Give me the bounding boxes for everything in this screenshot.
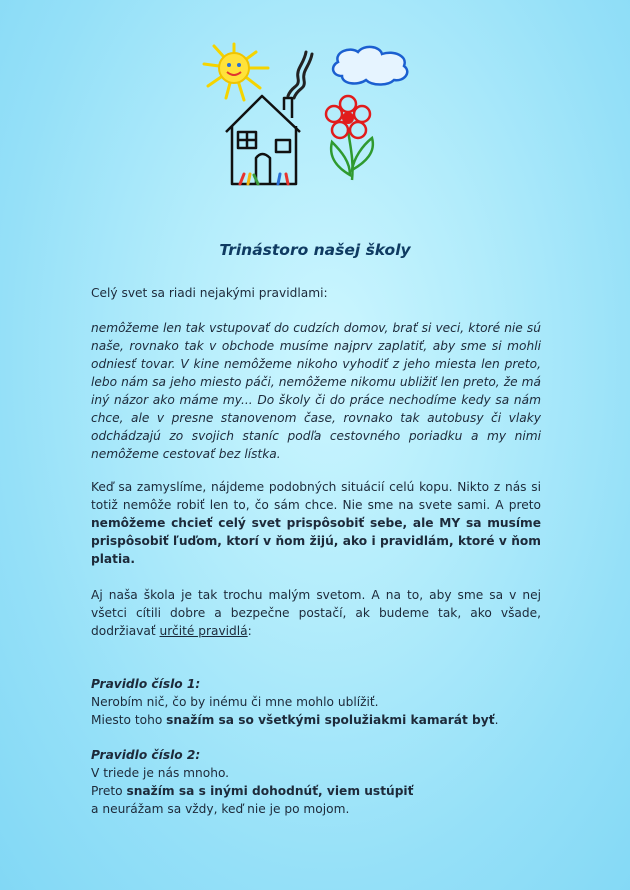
paragraph-3 <box>91 586 541 640</box>
house-icon <box>226 96 300 184</box>
rule-1-line-2 <box>91 711 541 729</box>
rule-2-block <box>91 746 541 818</box>
page-title: Trinástoro našej školy <box>219 241 411 259</box>
rule-2-line-3: a neurážam sa vždy, keď nie je po mojom. <box>91 802 350 816</box>
rule-2-heading: Pravidlo číslo 2: <box>91 748 201 762</box>
flower-icon <box>326 96 373 180</box>
rules-paragraph-block <box>91 319 541 463</box>
paragraph-3-end: : <box>247 624 252 638</box>
rule-1-line-1: Nerobím nič, čo by inému či mne mohlo ublížiť. <box>91 695 379 709</box>
chimney-smoke-icon <box>288 52 312 98</box>
intro-text: Celý svet sa riadi nejakými pravidlami: <box>91 286 328 300</box>
paragraph-3-text: Aj naša škola je tak trochu malým svetom. A na to, aby sme sa v nej všetci cítili dobre a bezpečne postačí, ak budeme tak, ako všade, dodržiavať <box>91 588 541 638</box>
paragraph-2-emphasis: nemôžeme chcieť celý svet prispôsobiť sebe, ale MY sa musíme prispôsobiť ľuďom, ktorí v ňom žijú, ako i pravidlám, ktoré v ňom platia. <box>91 516 541 566</box>
rule-1-block <box>91 675 541 729</box>
paragraph-3-underlined: určité pravidlá <box>159 624 248 638</box>
intro-block <box>91 284 541 302</box>
rule-1-line-2-end: . <box>494 713 499 727</box>
rule-1-line-2-text: Miesto toho <box>91 713 167 727</box>
rule-2-line-2-emphasis: snažím sa s inými dohodnúť, viem ustúpiť <box>126 784 414 798</box>
paragraph-2-block <box>91 478 541 568</box>
paragraph-3-block <box>91 586 541 640</box>
rule-1-heading: Pravidlo číslo 1: <box>91 677 201 691</box>
paragraph-2 <box>91 478 541 568</box>
rules-paragraph: nemôžeme len tak vstupovať do cudzích domov, brať si veci, ktoré nie sú naše, rovnako tak v obchode musíme najprv zaplatiť, aby sme si mohli odniesť tovar. V kine nemôžeme nikoho vyhodiť z jeho miesta len preto, lebo nám sa jeho miesto páči, nemôžeme nikomu ubližiť len preto, že má iný názor ako máme my... Do školy či do práce nechodíme kedy sa nám chce, ale v presne stanovenom čase, rovnako tak autobusy či vlaky odchádzajú zo svojich staníc podľa cestovného poriadku a my nimi nemôžeme cestovať bez lístka. <box>91 321 541 461</box>
rule-2-line-1: V triede je nás mnoho. <box>91 766 230 780</box>
paragraph-2-text: Keď sa zamyslíme, nájdeme podobných situácií celú kopu. Nikto z nás si totiž nemôže robiť len to, čo sám chce. Nie sme na svete sami. A preto <box>91 480 541 512</box>
rule-1-line-2-emphasis: snažím sa so všetkými spolužiakmi kamarát byť <box>166 713 495 727</box>
cloud-icon <box>333 47 407 85</box>
sun-icon <box>204 44 268 100</box>
rule-2-line-2 <box>91 782 541 800</box>
child-drawing-illustration <box>200 40 520 195</box>
rule-2-line-2-text: Preto <box>91 784 127 798</box>
